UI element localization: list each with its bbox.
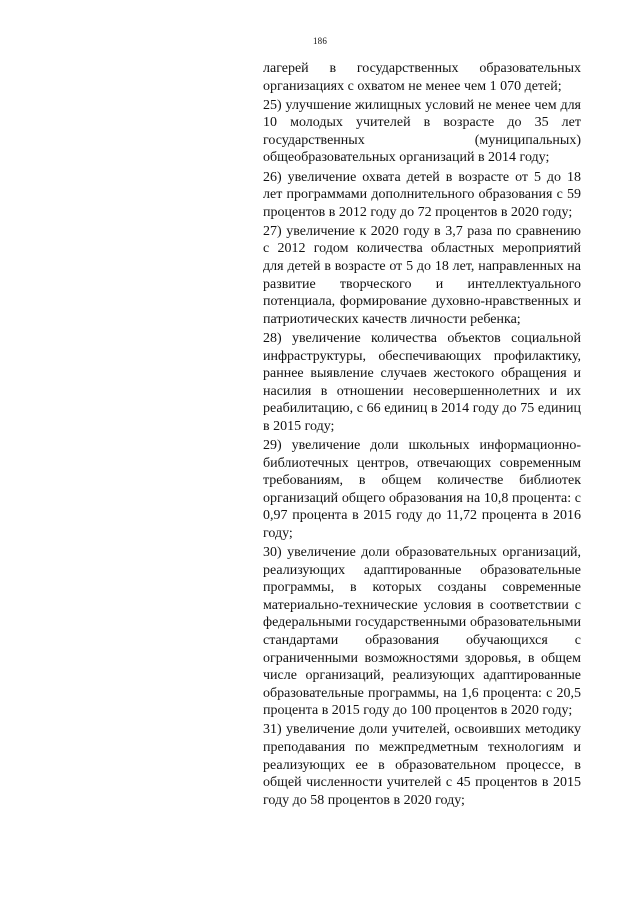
- paragraph-item-27: 27) увеличение к 2020 году в 3,7 раза по сравнению с 2012 годом количества областных мероприятий для детей в возрасте от 5 до 18 лет, направленных на развитие творческого и интеллектуального потенциала, формирование духовно-нравственных и патриотических качеств личности ребенка;: [263, 223, 581, 327]
- paragraph-item-29: 29) увеличение доли школьных информационно-библиотечных центров, отвечающих современным требованиям, в общем количестве библиотек организаций общего образования на 10,8 процента: с 0,97 процента в 2015 году до 11,72 процента в 2016 году;: [263, 437, 581, 541]
- page-number: 186: [312, 36, 328, 46]
- paragraph-item-26: 26) увеличение охвата детей в возрасте от 5 до 18 лет программами дополнительного образования с 59 процентов в 2012 году до 72 процентов в 2020 году;: [263, 169, 581, 220]
- document-body: [263, 60, 581, 811]
- paragraph-item-31: 31) увеличение доли учителей, освоивших методику преподавания по межпредметным технологиям и реализующих ее в образовательном процессе, в общей численности учителей с 45 процентов в 2015 году до 58 процентов в 2020 году;: [263, 722, 581, 808]
- paragraph-continuation: лагерей в государственных образовательных организациях с охватом не менее чем 1 070 детей;: [263, 61, 581, 94]
- paragraph-item-25: 25) улучшение жилищных условий не менее чем для 10 молодых учителей в возрасте до 35 лет государственных (муниципальных) общеобразовательных организаций в 2014 году;: [263, 97, 581, 166]
- paragraph-item-28: 28) увеличение количества объектов социальной инфраструктуры, обеспечивающих профилактику, раннее выявление случаев жестокого обращения и насилия в отношении несовершеннолетних и их реабилитацию, с 66 единиц в 2014 году до 75 единиц в 2015 году;: [263, 330, 581, 434]
- paragraph-item-30: 30) увеличение доли образовательных организаций, реализующих адаптированные образовательные программы, в которых созданы современные материально-технические условия в соответствии с федеральными государственными образовательными стандартами образования обучающихся с ограниченными возможностями здоровья, в общем числе организаций, реализующих адаптированные образовательные программы, на 1,6 процента: с 20,5 процента в 2015 году до 100 процентов в 2020 году;: [263, 545, 581, 719]
